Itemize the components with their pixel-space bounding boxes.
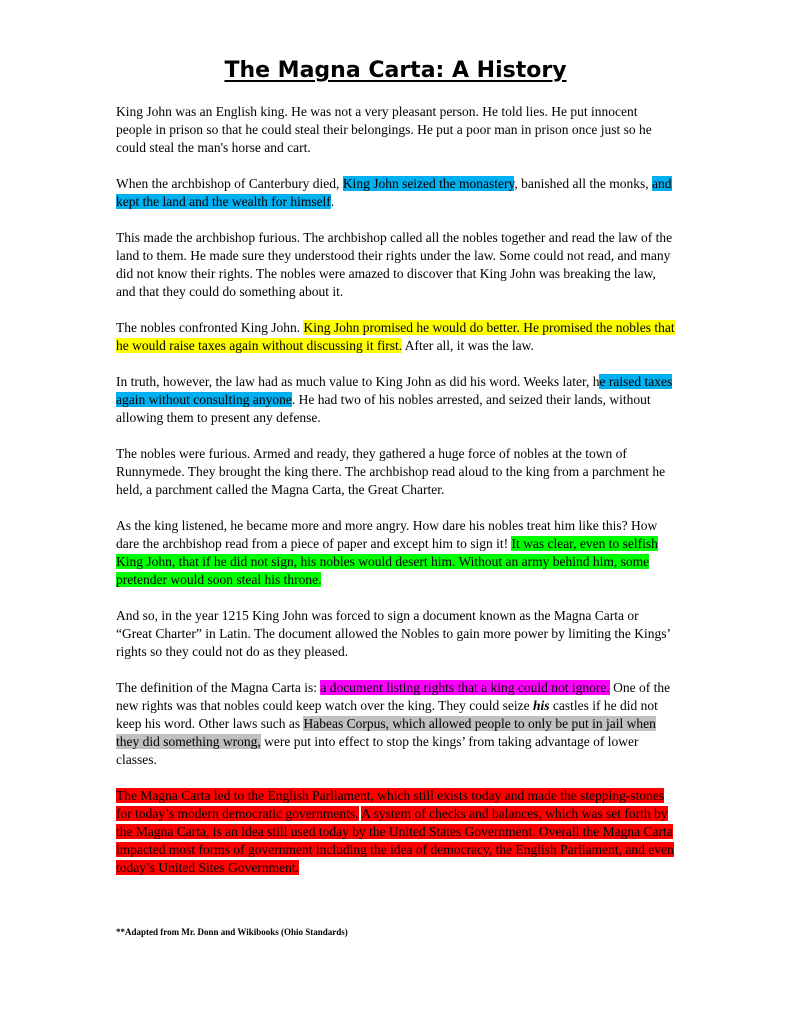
source-footnote: **Adapted from Mr. Donn and Wikibooks (Ohio Standards) [116,927,348,937]
text-run: After all, it was the law. [402,338,534,353]
paragraph-3 [116,229,676,301]
highlight-magenta: a document listing rights that a king could not ignore. [320,680,610,695]
text-run: When the archbishop of Canterbury died, [116,176,343,191]
highlight-blue: e raised taxes again without consulting anyone [116,374,673,407]
text-run: , banished all the monks, [514,176,653,191]
text-run: As the king listened, he became more and more angry. How dare his nobles treat him like this? How dare the archbishop read from a piece of paper and except him to sign it! [116,518,658,551]
paragraph-1 [116,103,676,157]
text-run: The definition of the Magna Carta is: [116,680,321,695]
document-body [116,103,676,895]
highlight-blue: and kept the land and the wealth for himself [116,176,672,209]
paragraph-8 [116,607,676,661]
text-run: One of the new rights was that nobles could keep watch over the king. They could seize [116,680,671,713]
text-run: This made the archbishop furious. The archbishop called all the nobles together and read the law of the land to them. He made sure they understood their rights under the law. Some could not read, and many did not know their rights. The nobles were amazed to discover that King John was breaking the law, and that they could do something about it. [116,230,673,299]
highlight-green: It was clear, even to selfish King John, that if he did not sign, his nobles would desert him. Without an army behind him, some pretender would soon steal his throne. [116,536,658,587]
text-run: King John was an English king. He was not a very pleasant person. He told lies. He put innocent people in prison so that he could steal their belongings. He put a poor man in prison once just so he could steal the man's horse and cart. [116,104,652,155]
emphasis-his: his [533,698,550,713]
highlight-gray: Habeas Corpus, which allowed people to only be put in jail when they did something wrong, [116,716,656,749]
paragraph-5 [116,373,676,427]
text-run: The nobles were furious. Armed and ready, they gathered a huge force of nobles at the town of Runnymede. They brought the king there. The archbishop read aloud to the king from a parchment he held, a parchment called the Magna Carta, the Great Charter. [116,446,666,497]
page-title: The Magna Carta: A History [224,58,567,83]
paragraph-7 [116,517,676,589]
text-run: castles if he did not keep his word. Other laws such as [116,698,658,731]
highlight-red: A system of checks and balances, which was set forth by the Magna Carta, is an idea still used today by the United States Government. Overall the Magna Carta impacted most forms of government including the idea of democracy, the English Parliament, and even today’s United Sites Government. [116,806,674,875]
text-run: And so, in the year 1215 King John was forced to sign a document known as the Magna Carta or “Great Charter” in Latin. The document allowed the Nobles to gain more power by limiting the Kings’ rights so they could not do as they pleased. [116,608,670,659]
text-run: . He had two of his nobles arrested, and seized their lands, without allowing them to present any defense. [116,392,651,425]
highlight-yellow: King John promised he would do better. He promised the nobles that he would raise taxes again without discussing it first. [116,320,675,353]
highlight-blue: King John seized the monastery [342,176,515,191]
paragraph-10 [116,787,676,877]
paragraph-9 [116,679,676,769]
text-run: In truth, however, the law had as much value to King John as did his word. Weeks later, h [116,374,600,389]
paragraph-6 [116,445,676,499]
highlight-red: The Magna Carta led to the English Parliament, which still exists today and made the stepping-stones for today’s modern democratic governments. [116,788,665,821]
text-run: The nobles confronted King John. [116,320,304,335]
paragraph-2 [116,175,676,211]
text-run: . [330,194,335,209]
paragraph-4 [116,319,676,355]
text-run: were put into effect to stop the kings’ from taking advantage of lower classes. [116,734,639,767]
